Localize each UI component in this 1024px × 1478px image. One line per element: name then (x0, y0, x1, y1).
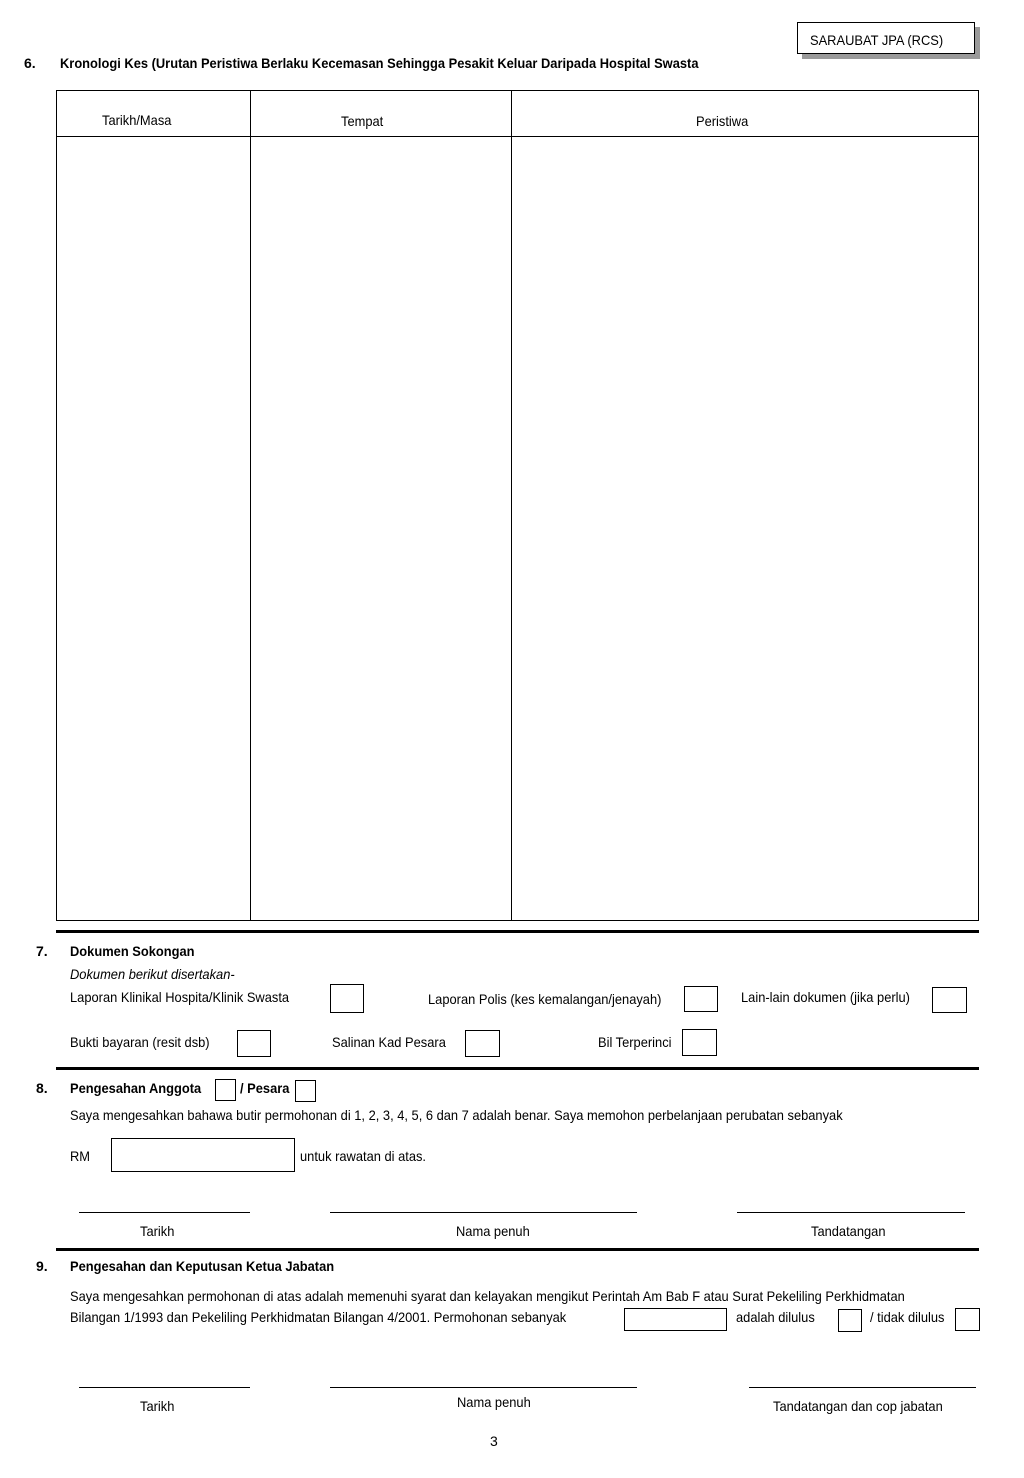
doc-checkbox-laporan-polis[interactable] (684, 986, 718, 1012)
doc-label-laporan-polis: Laporan Polis (kes kemalangan/jenayah) (428, 991, 662, 1007)
col-header-tarikh-masa: Tarikh/Masa (102, 112, 172, 128)
divider-s8-s9 (56, 1248, 979, 1251)
section9-number: 9. (36, 1258, 48, 1274)
doc-label-laporan-klinikal: Laporan Klinikal Hospita/Klinik Swasta (70, 989, 290, 1005)
doc-checkbox-lain-lain[interactable] (932, 987, 967, 1013)
section8-title-anggota: Pengesahan Anggota (70, 1080, 202, 1096)
s8-sign-line-nama (330, 1212, 637, 1213)
amount-input[interactable] (111, 1138, 295, 1172)
ref-label: SARAUBAT JPA (RCS) (810, 32, 944, 48)
section8-statement: Saya mengesahkan bahawa butir permohonan di 1, 2, 3, 4, 5, 6 dan 7 adalah benar. Saya memohon perbelanjaan perubatan sebanyak (70, 1107, 843, 1123)
checkbox-anggota[interactable] (215, 1079, 236, 1101)
divider-s6-s7 (56, 930, 979, 933)
doc-label-salinan-kad: Salinan Kad Pesara (332, 1034, 446, 1050)
currency-label: RM (70, 1148, 91, 1164)
s9-sign-line-tarikh (79, 1387, 250, 1388)
approved-label: adalah dilulus (736, 1309, 815, 1325)
doc-label-lain-lain: Lain-lain dokumen (jika perlu) (741, 989, 910, 1005)
cell-tempat[interactable] (251, 137, 510, 920)
s8-label-tandatangan: Tandatangan (811, 1223, 886, 1239)
cell-peristiwa[interactable] (512, 137, 978, 920)
checkbox-tidak-dilulus[interactable] (955, 1308, 980, 1331)
section8-number: 8. (36, 1080, 48, 1096)
s8-label-tarikh: Tarikh (140, 1223, 175, 1239)
s9-label-nama-penuh: Nama penuh (457, 1394, 531, 1410)
doc-label-bil-terperinci: Bil Terperinci (598, 1034, 672, 1050)
s9-label-tarikh: Tarikh (140, 1398, 175, 1414)
s9-label-tandatangan-cop: Tandatangan dan cop jabatan (773, 1398, 943, 1414)
section7-number: 7. (36, 943, 48, 959)
s9-sign-line-nama (330, 1387, 637, 1388)
doc-checkbox-salinan-kad[interactable] (465, 1030, 500, 1057)
s8-sign-line-tarikh (79, 1212, 250, 1213)
doc-label-bukti-bayaran: Bukti bayaran (resit dsb) (70, 1034, 210, 1050)
section7-title: Dokumen Sokongan (70, 943, 195, 959)
section6-title: Kronologi Kes (Urutan Peristiwa Berlaku Kecemasan Sehingga Pesakit Keluar Daripada Hospital Swasta (60, 55, 699, 71)
s8-label-nama-penuh: Nama penuh (456, 1223, 530, 1239)
checkbox-pesara[interactable] (295, 1080, 316, 1102)
page-number: 3 (490, 1433, 498, 1449)
rejected-label: / tidak dilulus (870, 1309, 945, 1325)
doc-checkbox-bukti-bayaran[interactable] (237, 1030, 271, 1057)
section9-line1: Saya mengesahkan permohonan di atas adalah memenuhi syarat dan kelayakan mengikut Perintah Am Bab F atau Surat Pekeliling Perkhidmatan (70, 1288, 905, 1304)
col-header-tempat: Tempat (341, 113, 384, 129)
approved-amount-input[interactable] (624, 1308, 727, 1331)
section8-title-pesara: / Pesara (240, 1080, 290, 1096)
section9-title: Pengesahan dan Keputusan Ketua Jabatan (70, 1258, 335, 1274)
doc-checkbox-bil-terperinci[interactable] (682, 1029, 717, 1056)
divider-s7-s8 (56, 1067, 979, 1070)
section6-number: 6. (24, 55, 36, 71)
section9-line2: Bilangan 1/1993 dan Pekeliling Perkhidmatan Bilangan 4/2001. Permohonan sebanyak (70, 1309, 567, 1325)
section7-subtitle: Dokumen berikut disertakan- (70, 966, 235, 982)
s9-sign-line-tandatangan (749, 1387, 976, 1388)
s8-sign-line-tandatangan (737, 1212, 965, 1213)
after-amount-text: untuk rawatan di atas. (300, 1148, 427, 1164)
cell-tarikh-masa[interactable] (57, 137, 249, 920)
checkbox-dilulus[interactable] (838, 1309, 862, 1332)
col-header-peristiwa: Peristiwa (696, 113, 749, 129)
doc-checkbox-laporan-klinikal[interactable] (330, 984, 364, 1013)
